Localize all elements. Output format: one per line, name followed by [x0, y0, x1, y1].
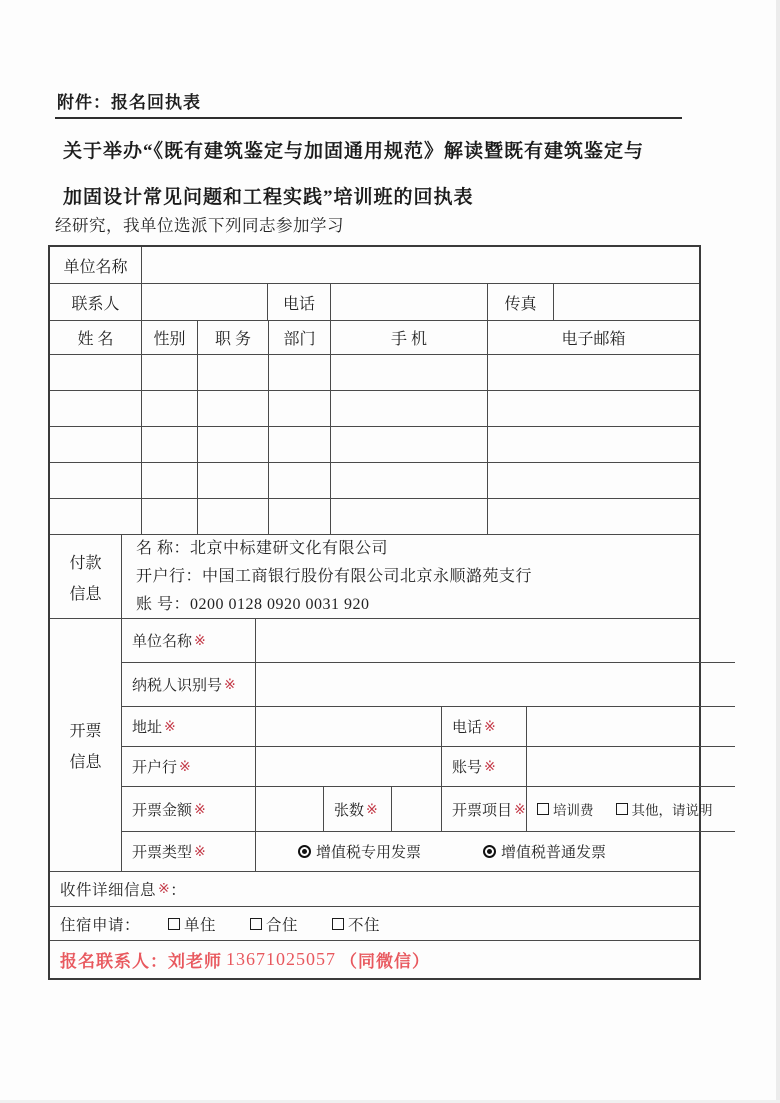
attendee-cell — [487, 391, 699, 426]
attendee-cell — [50, 463, 141, 498]
attendee-cell — [330, 355, 487, 390]
required-mark: ※ — [194, 800, 206, 817]
fax-label: 传真 — [487, 284, 553, 320]
scan-edge-artifact — [776, 0, 780, 1103]
contact-person: 报名联系人：刘老师 — [60, 952, 222, 971]
invoice-rows — [121, 619, 735, 871]
phone-value — [330, 284, 487, 320]
invoice-type-label: 开票类型 ※ — [132, 843, 206, 861]
payment-company-name: 名 称：北京中标建研文化有限公司 — [136, 539, 389, 557]
contact-phone: 13671025057 — [226, 949, 336, 969]
option-shared-room: 合住 — [250, 913, 298, 935]
attendee-cell — [141, 427, 197, 462]
unit-name-label: 单位名称 — [63, 258, 128, 276]
contact-row — [50, 283, 699, 320]
attendee-cell — [197, 355, 268, 390]
invoice-info-label: 开票 信息 — [69, 723, 102, 771]
attendee-cell — [50, 427, 141, 462]
invoice-phone-label: 电话 ※ — [441, 707, 526, 746]
invoice-sheets-value — [391, 787, 441, 831]
required-mark: ※ — [484, 718, 496, 734]
required-mark: ※ — [224, 676, 236, 692]
invoice-unit-name-label: 单位名称 ※ — [132, 632, 206, 650]
attendee-row — [50, 390, 699, 426]
required-mark: ※ — [194, 632, 206, 648]
attendee-cell — [487, 355, 699, 390]
attendee-row — [50, 498, 699, 534]
invoice-amount-label: 开票金额 ※ — [132, 800, 206, 819]
invoice-item-options — [526, 787, 735, 831]
invoice-address-label: 地址 ※ — [132, 718, 176, 736]
header-email: 电子邮箱 — [487, 321, 699, 354]
attendee-cell — [50, 355, 141, 390]
option-vat-special-invoice: 增值税专用发票 — [298, 841, 421, 862]
title-underline — [55, 117, 682, 119]
invoice-unit-name-value — [255, 619, 735, 662]
invoice-tax-id-value — [255, 663, 735, 706]
invoice-phone-value — [526, 707, 735, 746]
invoice-amount-value — [255, 787, 323, 831]
attendee-row — [50, 354, 699, 390]
option-other: 其他，请说明 — [616, 799, 713, 819]
header-gender: 性别 — [141, 321, 197, 354]
invoice-type-options — [255, 832, 735, 871]
registration-contact — [50, 941, 699, 978]
accommodation-options — [50, 907, 699, 940]
required-mark: ※ — [158, 881, 171, 897]
invoice-row-type — [122, 831, 735, 871]
option-vat-general-invoice: 增值税普通发票 — [483, 841, 606, 862]
header-department: 部门 — [268, 321, 330, 354]
attendee-cell — [141, 499, 197, 534]
invoice-bank-label: 开户行 ※ — [132, 758, 191, 776]
attendee-cell — [268, 391, 330, 426]
contact-value — [141, 284, 267, 320]
attendee-cell — [197, 463, 268, 498]
invoice-row-address — [122, 706, 735, 746]
attendee-cell — [141, 355, 197, 390]
recipient-row — [50, 871, 699, 906]
invoice-row-bank — [122, 746, 735, 786]
attendee-cell — [50, 499, 141, 534]
invoice-row-unit-name — [122, 619, 735, 662]
invoice-account-label: 账号 ※ — [441, 747, 526, 786]
required-mark: ※ — [179, 758, 191, 774]
radio-icon — [298, 845, 311, 858]
checkbox-icon — [616, 803, 628, 815]
invoice-row-tax-id — [122, 662, 735, 706]
radio-icon — [483, 845, 496, 858]
header-name: 姓 名 — [77, 331, 114, 348]
phone-label: 电话 — [267, 284, 330, 320]
checkbox-icon — [537, 803, 549, 815]
training-title — [63, 129, 723, 221]
header-position: 职 务 — [197, 321, 268, 354]
checkbox-icon — [250, 918, 262, 930]
contact-label: 联系人 — [71, 295, 120, 313]
invoice-row-amount — [122, 786, 735, 831]
payment-account: 账 号：0200 0128 0920 0031 920 — [136, 595, 370, 613]
invoice-sheets-label: 张数 ※ — [323, 787, 391, 831]
attendee-cell — [330, 427, 487, 462]
option-training-fee: 培训费 — [537, 799, 594, 819]
attendee-cell — [268, 499, 330, 534]
option-single-room: 单住 — [168, 913, 216, 935]
contact-wechat-note: （同微信） — [340, 952, 430, 971]
required-mark: ※ — [366, 800, 378, 817]
header-mobile: 手 机 — [330, 321, 487, 354]
training-title-line2: 加固设计常见问题和工程实践”培训班的回执表 — [63, 187, 474, 208]
registration-table — [48, 245, 713, 980]
required-mark: ※ — [164, 718, 176, 734]
attendee-cell — [141, 391, 197, 426]
attendee-row — [50, 462, 699, 498]
invoice-bank-value — [255, 747, 441, 786]
invoice-item-label: 开票项目 ※ — [441, 787, 526, 831]
attendee-cell — [268, 355, 330, 390]
checkbox-icon — [168, 918, 180, 930]
required-mark: ※ — [484, 758, 496, 774]
attendee-cell — [268, 427, 330, 462]
invoice-info-section — [50, 618, 713, 871]
checkbox-icon — [332, 918, 344, 930]
unit-name-row — [50, 247, 699, 283]
fax-value — [553, 284, 699, 320]
attendee-cell — [197, 427, 268, 462]
required-mark: ※ — [514, 800, 526, 817]
intro-text: 经研究，我单位选派下列同志参加学习 — [55, 217, 344, 235]
attendee-cell — [141, 463, 197, 498]
payment-info-label: 付款 信息 — [69, 554, 102, 603]
attendee-cell — [330, 499, 487, 534]
attendee-cell — [487, 427, 699, 462]
option-no-room: 不住 — [332, 913, 380, 935]
attendee-cell — [268, 463, 330, 498]
attachment-title: 附件：报名回执表 — [57, 93, 201, 112]
attendee-cell — [330, 463, 487, 498]
footer-contact-row — [50, 940, 699, 978]
attendee-cell — [330, 391, 487, 426]
invoice-tax-id-label: 纳税人识别号 ※ — [132, 676, 236, 694]
attendee-cell — [487, 499, 699, 534]
accommodation-row — [50, 906, 699, 940]
unit-name-value — [141, 247, 699, 283]
recipient-label: 收件详细信息 ※ ： — [60, 881, 187, 899]
invoice-account-value — [526, 747, 735, 786]
required-mark: ※ — [194, 843, 206, 859]
attendee-cell — [50, 391, 141, 426]
payment-bank: 开户行：中国工商银行股份有限公司北京永顺潞苑支行 — [136, 567, 533, 585]
attendee-cell — [197, 391, 268, 426]
invoice-address-value — [255, 707, 441, 746]
accommodation-label: 住宿申请： — [60, 916, 141, 934]
payment-info-row — [50, 534, 699, 618]
attendee-cell — [487, 463, 699, 498]
training-title-line1: 关于举办“《既有建筑鉴定与加固通用规范》解读暨既有建筑鉴定与 — [63, 141, 645, 162]
attendee-row — [50, 426, 699, 462]
payment-details — [121, 535, 699, 618]
attendee-cell — [197, 499, 268, 534]
attendee-header-row — [50, 320, 699, 354]
